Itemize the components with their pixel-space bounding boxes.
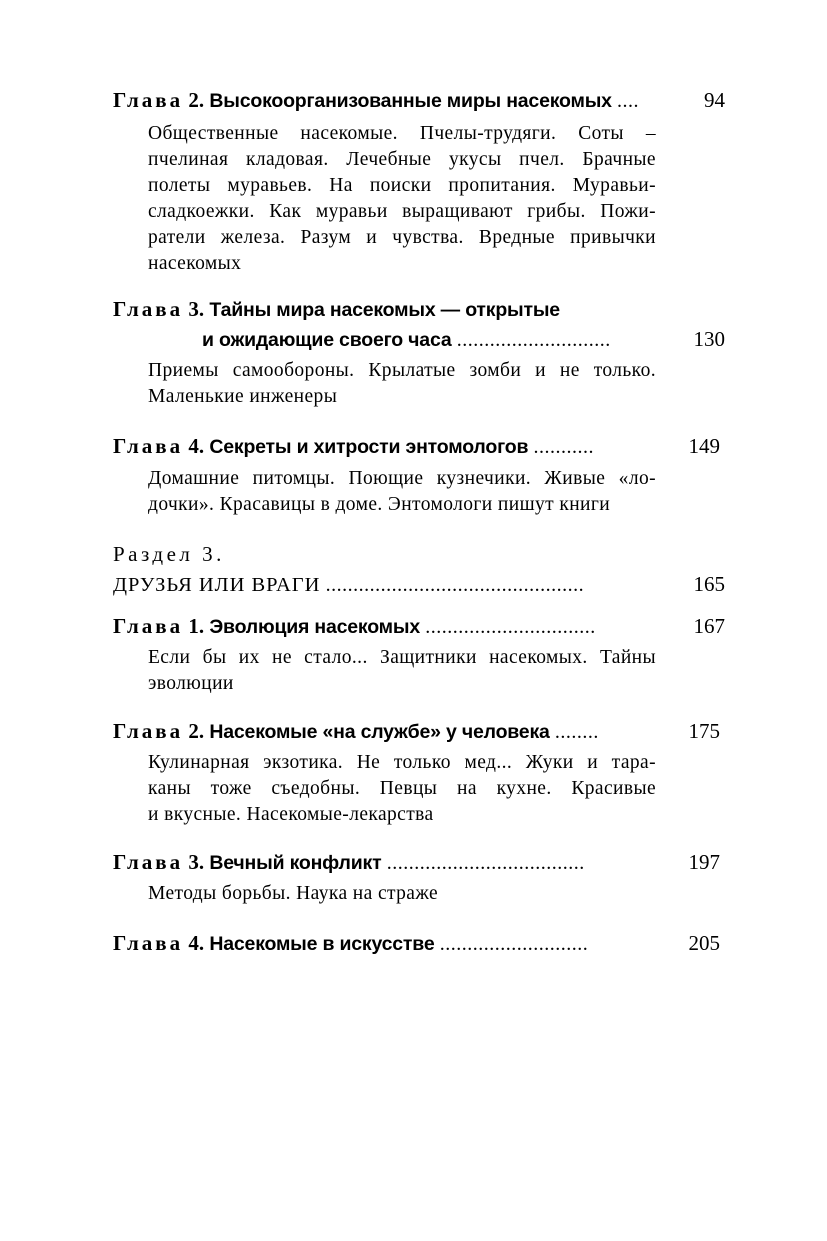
chapter-number: 2.: [188, 88, 205, 112]
chapter-label: Глава: [113, 931, 184, 955]
description-line: Приемы самообороны. Крылатые зомби и не только.: [148, 360, 656, 381]
page-number: 149: [688, 434, 720, 458]
chapter-title: Секреты и хитрости энтомологов: [209, 436, 529, 458]
leader-dots: ........: [554, 721, 599, 743]
chapter-title: Эволюция насекомых: [209, 616, 421, 638]
page-number: 197: [688, 850, 720, 874]
chapter-description: [148, 466, 656, 518]
chapter-label: Глава: [113, 614, 184, 638]
chapter-number: 1.: [188, 614, 205, 638]
toc-entry-s3-chapter-1[interactable]: [113, 610, 725, 697]
chapter-title: Насекомые «на службе» у человека: [209, 721, 550, 743]
page-number: 165: [693, 572, 725, 596]
page-number: 94: [704, 88, 725, 112]
description-line: Методы борьбы. Наука на страже: [148, 883, 439, 904]
table-of-contents: [113, 84, 725, 959]
leader-dots: ...............................: [425, 616, 596, 638]
chapter-number: 3.: [188, 850, 205, 874]
chapter-number: 3.: [188, 297, 205, 321]
page-number: 167: [693, 614, 725, 638]
description-line: и вкусные. Насекомые-лекарства: [148, 804, 434, 825]
leader-dots: ....................................: [386, 852, 585, 874]
chapter-title: Насекомые в искусстве: [209, 933, 435, 955]
chapter-title: Тайны мира насекомых — открытые: [209, 299, 560, 321]
section-title: ДРУЗЬЯ ИЛИ ВРАГИ: [113, 574, 321, 596]
chapter-title: Высокоорганизованные миры насекомых: [209, 90, 612, 112]
leader-dots: ............................: [456, 329, 611, 351]
description-line: пчелиная кладовая. Лечебные укусы пчел. Брачные: [148, 149, 656, 170]
chapter-label: Глава: [113, 850, 184, 874]
toc-entry-s3-chapter-4[interactable]: [113, 927, 725, 959]
leader-dots: ...........................: [439, 933, 589, 955]
leader-dots: ....: [617, 90, 640, 112]
toc-section-3[interactable]: [113, 540, 725, 600]
chapter-description: [148, 750, 656, 828]
description-line: ратели железа. Разум и чувства. Вредные привычки: [148, 227, 656, 248]
chapter-label: Глава: [113, 434, 184, 458]
chapter-number: 4.: [188, 931, 205, 955]
chapter-description: [148, 645, 656, 697]
page-number: 130: [693, 327, 725, 351]
toc-entry-chapter-4[interactable]: [113, 430, 725, 518]
chapter-label: Глава: [113, 88, 184, 112]
description-line: Кулинарная экзотика. Не только мед... Жуки и тара-: [148, 752, 656, 773]
description-line: сладкоежки. Как муравьи выращивают грибы. Пожи-: [148, 201, 656, 222]
chapter-label: Глава: [113, 297, 184, 321]
chapter-number: 2.: [188, 719, 205, 743]
leader-dots: ...............................................: [325, 574, 585, 596]
description-line: Если бы их не стало... Защитники насекомых. Тайны: [148, 647, 656, 668]
toc-entry-chapter-3[interactable]: [113, 293, 725, 410]
page-number: 175: [688, 719, 720, 743]
toc-entry-s3-chapter-2[interactable]: [113, 715, 725, 828]
description-line: Общественные насекомые. Пчелы-трудяги. Соты –: [148, 123, 656, 144]
chapter-label: Глава: [113, 719, 184, 743]
chapter-number: 4.: [188, 434, 205, 458]
page-number: 205: [688, 931, 720, 955]
leader-dots: ...........: [533, 436, 594, 458]
description-line: Маленькие инженеры: [148, 386, 338, 407]
toc-entry-chapter-2[interactable]: [113, 84, 725, 277]
description-line: каны тоже съедобны. Певцы на кухне. Красивые: [148, 778, 656, 799]
chapter-title: Вечный конфликт: [209, 852, 382, 874]
description-line: дочки». Красавицы в доме. Энтомологи пишут книги: [148, 494, 611, 515]
chapter-description: [148, 121, 656, 277]
section-label: Раздел 3.: [113, 542, 225, 566]
chapter-description: [148, 358, 656, 410]
description-line: полеты муравьев. На поиски пропитания. Муравьи-: [148, 175, 656, 196]
description-line: насекомых: [148, 253, 242, 274]
toc-entry-s3-chapter-3[interactable]: [113, 846, 725, 907]
description-line: эволюции: [148, 673, 234, 694]
chapter-title-continued: и ожидающие своего часа: [202, 329, 452, 351]
chapter-description: [148, 881, 656, 907]
description-line: Домашние питомцы. Поющие кузнечики. Живые «ло-: [148, 468, 656, 489]
